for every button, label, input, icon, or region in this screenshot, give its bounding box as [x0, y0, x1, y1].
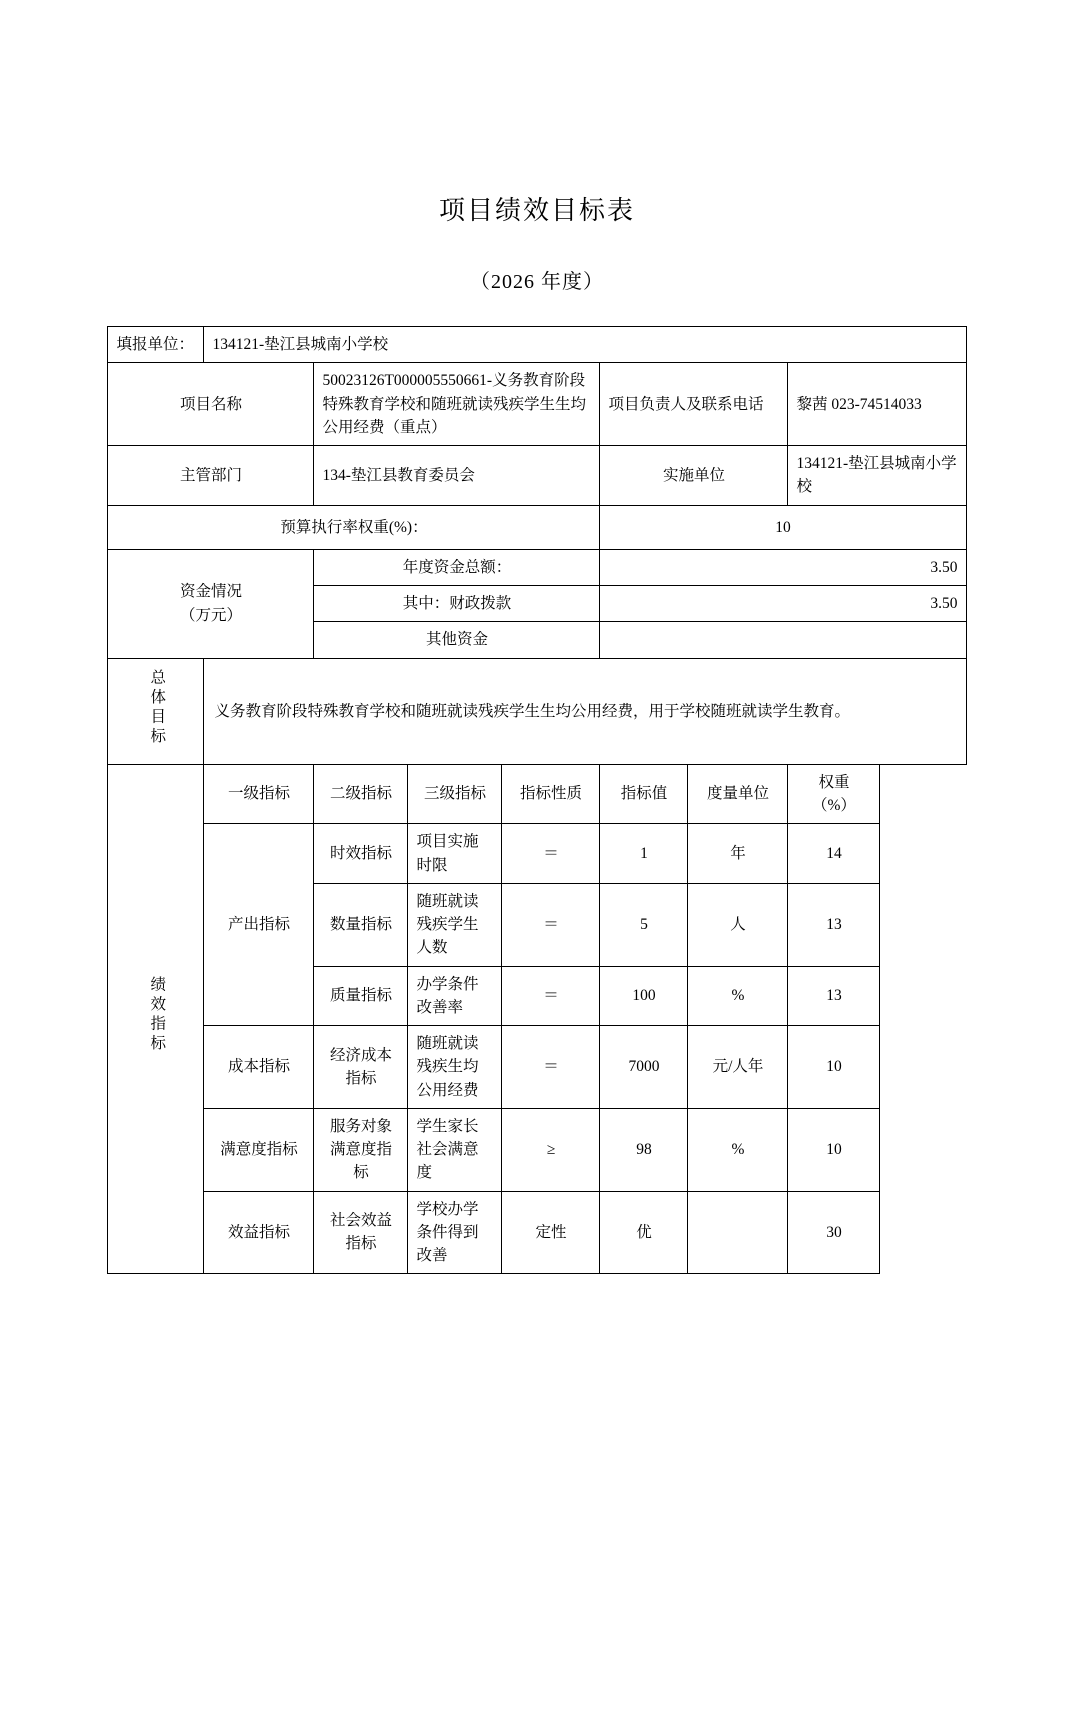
reporting-unit-value: 134121-垫江县城南小学校 [204, 327, 966, 363]
indicator-unit: 人 [688, 883, 788, 966]
indicator-value: 优 [600, 1191, 688, 1274]
overall-goal-text: 义务教育阶段特殊教育学校和随班就读残疾学生生均公用经费，用于学校随班就读学生教育。 [204, 658, 966, 764]
table-row [108, 505, 966, 549]
indicator-weight: 10 [788, 1026, 880, 1109]
table-row [108, 327, 966, 363]
indicator-level2: 经济成本指标 [314, 1026, 408, 1109]
overall-goal-label [108, 658, 204, 764]
indicator-weight: 30 [788, 1191, 880, 1274]
indicator-unit: % [688, 966, 788, 1026]
supervising-dept-label: 主管部门 [108, 446, 314, 506]
indicator-level2: 服务对象满意度指标 [314, 1108, 408, 1191]
col-header-weight-line1: 权重 [818, 773, 850, 791]
indicator-level2: 质量指标 [314, 966, 408, 1026]
indicator-value: 7000 [600, 1026, 688, 1109]
indicator-level3: 随班就读残疾学生人数 [408, 883, 502, 966]
implementing-unit-value: 134121-垫江县城南小学校 [788, 446, 966, 506]
indicator-unit: 元/人年 [688, 1026, 788, 1109]
indicator-unit: % [688, 1108, 788, 1191]
supervising-dept-value: 134-垫江县教育委员会 [314, 446, 600, 506]
indicator-level1: 成本指标 [204, 1026, 314, 1109]
reporting-unit-label: 填报单位： [108, 327, 204, 363]
funds-label-line1: 资金情况 [179, 583, 242, 601]
col-header-nature: 指标性质 [502, 764, 600, 824]
indicator-level3: 学校办学条件得到改善 [408, 1191, 502, 1274]
col-header-unit: 度量单位 [688, 764, 788, 824]
table-row [108, 549, 966, 585]
indicator-nature: ≥ [502, 1108, 600, 1191]
indicator-level3: 项目实施时限 [408, 824, 502, 884]
indicator-level1: 效益指标 [204, 1191, 314, 1274]
project-leader-label: 项目负责人及联系电话 [600, 363, 788, 446]
performance-label-text: 绩效指标 [148, 976, 166, 1055]
indicator-weight: 13 [788, 883, 880, 966]
project-leader-value: 黎茜 023-74514033 [788, 363, 966, 446]
performance-goal-table [107, 326, 966, 1274]
funds-row-name: 年度资金总额： [314, 549, 600, 585]
page-subtitle: （2026 年度） [470, 271, 604, 293]
indicator-value: 98 [600, 1108, 688, 1191]
funds-row-name: 其中：财政拨款 [314, 586, 600, 622]
col-header-level2: 二级指标 [314, 764, 408, 824]
table-row [108, 1108, 966, 1191]
indicator-level2: 数量指标 [314, 883, 408, 966]
indicator-nature: ＝ [502, 824, 600, 884]
table-row [108, 363, 966, 446]
table-row [108, 446, 966, 506]
implementing-unit-label: 实施单位 [600, 446, 788, 506]
funds-row-value [600, 622, 966, 658]
performance-label [108, 764, 204, 1274]
project-name-value: 50023126T000005550661-义务教育阶段特殊教育学校和随班就读残疾学生生均公用经费（重点） [314, 363, 600, 446]
overall-goal-label-text: 总体目标 [148, 668, 166, 747]
indicator-level1: 产出指标 [204, 824, 314, 1026]
document-page [0, 190, 1074, 1710]
funds-label-line2: （万元） [179, 606, 242, 624]
table-row [108, 824, 966, 884]
funds-label [108, 549, 314, 658]
indicator-value: 1 [600, 824, 688, 884]
funds-row-value: 3.50 [600, 586, 966, 622]
table-row [108, 658, 966, 764]
indicator-unit: 年 [688, 824, 788, 884]
col-header-weight-line2: （%） [812, 797, 856, 814]
funds-row-name: 其他资金 [314, 622, 600, 658]
col-header-value: 指标值 [600, 764, 688, 824]
indicator-level2: 社会效益指标 [314, 1191, 408, 1274]
col-header-weight [788, 764, 880, 824]
col-header-level3: 三级指标 [408, 764, 502, 824]
indicator-unit [688, 1191, 788, 1274]
indicator-level3: 办学条件改善率 [408, 966, 502, 1026]
page-title: 项目绩效目标表 [438, 196, 635, 225]
table-row [108, 764, 966, 824]
indicator-value: 100 [600, 966, 688, 1026]
indicator-nature: ＝ [502, 1026, 600, 1109]
indicator-weight: 13 [788, 966, 880, 1026]
table-row [108, 1191, 966, 1274]
indicator-level2: 时效指标 [314, 824, 408, 884]
indicator-nature: ＝ [502, 883, 600, 966]
indicator-level1: 满意度指标 [204, 1108, 314, 1191]
indicator-nature: ＝ [502, 966, 600, 1026]
indicator-level3: 学生家长社会满意度 [408, 1108, 502, 1191]
funds-row-value: 3.50 [600, 549, 966, 585]
budget-exec-weight-label: 预算执行率权重(%)： [108, 505, 600, 549]
table-row [108, 1026, 966, 1109]
indicator-value: 5 [600, 883, 688, 966]
project-name-label: 项目名称 [108, 363, 314, 446]
indicator-nature: 定性 [502, 1191, 600, 1274]
indicator-weight: 10 [788, 1108, 880, 1191]
indicator-level3: 随班就读残疾生均公用经费 [408, 1026, 502, 1109]
budget-exec-weight-value: 10 [600, 505, 966, 549]
col-header-level1: 一级指标 [204, 764, 314, 824]
indicator-weight: 14 [788, 824, 880, 884]
